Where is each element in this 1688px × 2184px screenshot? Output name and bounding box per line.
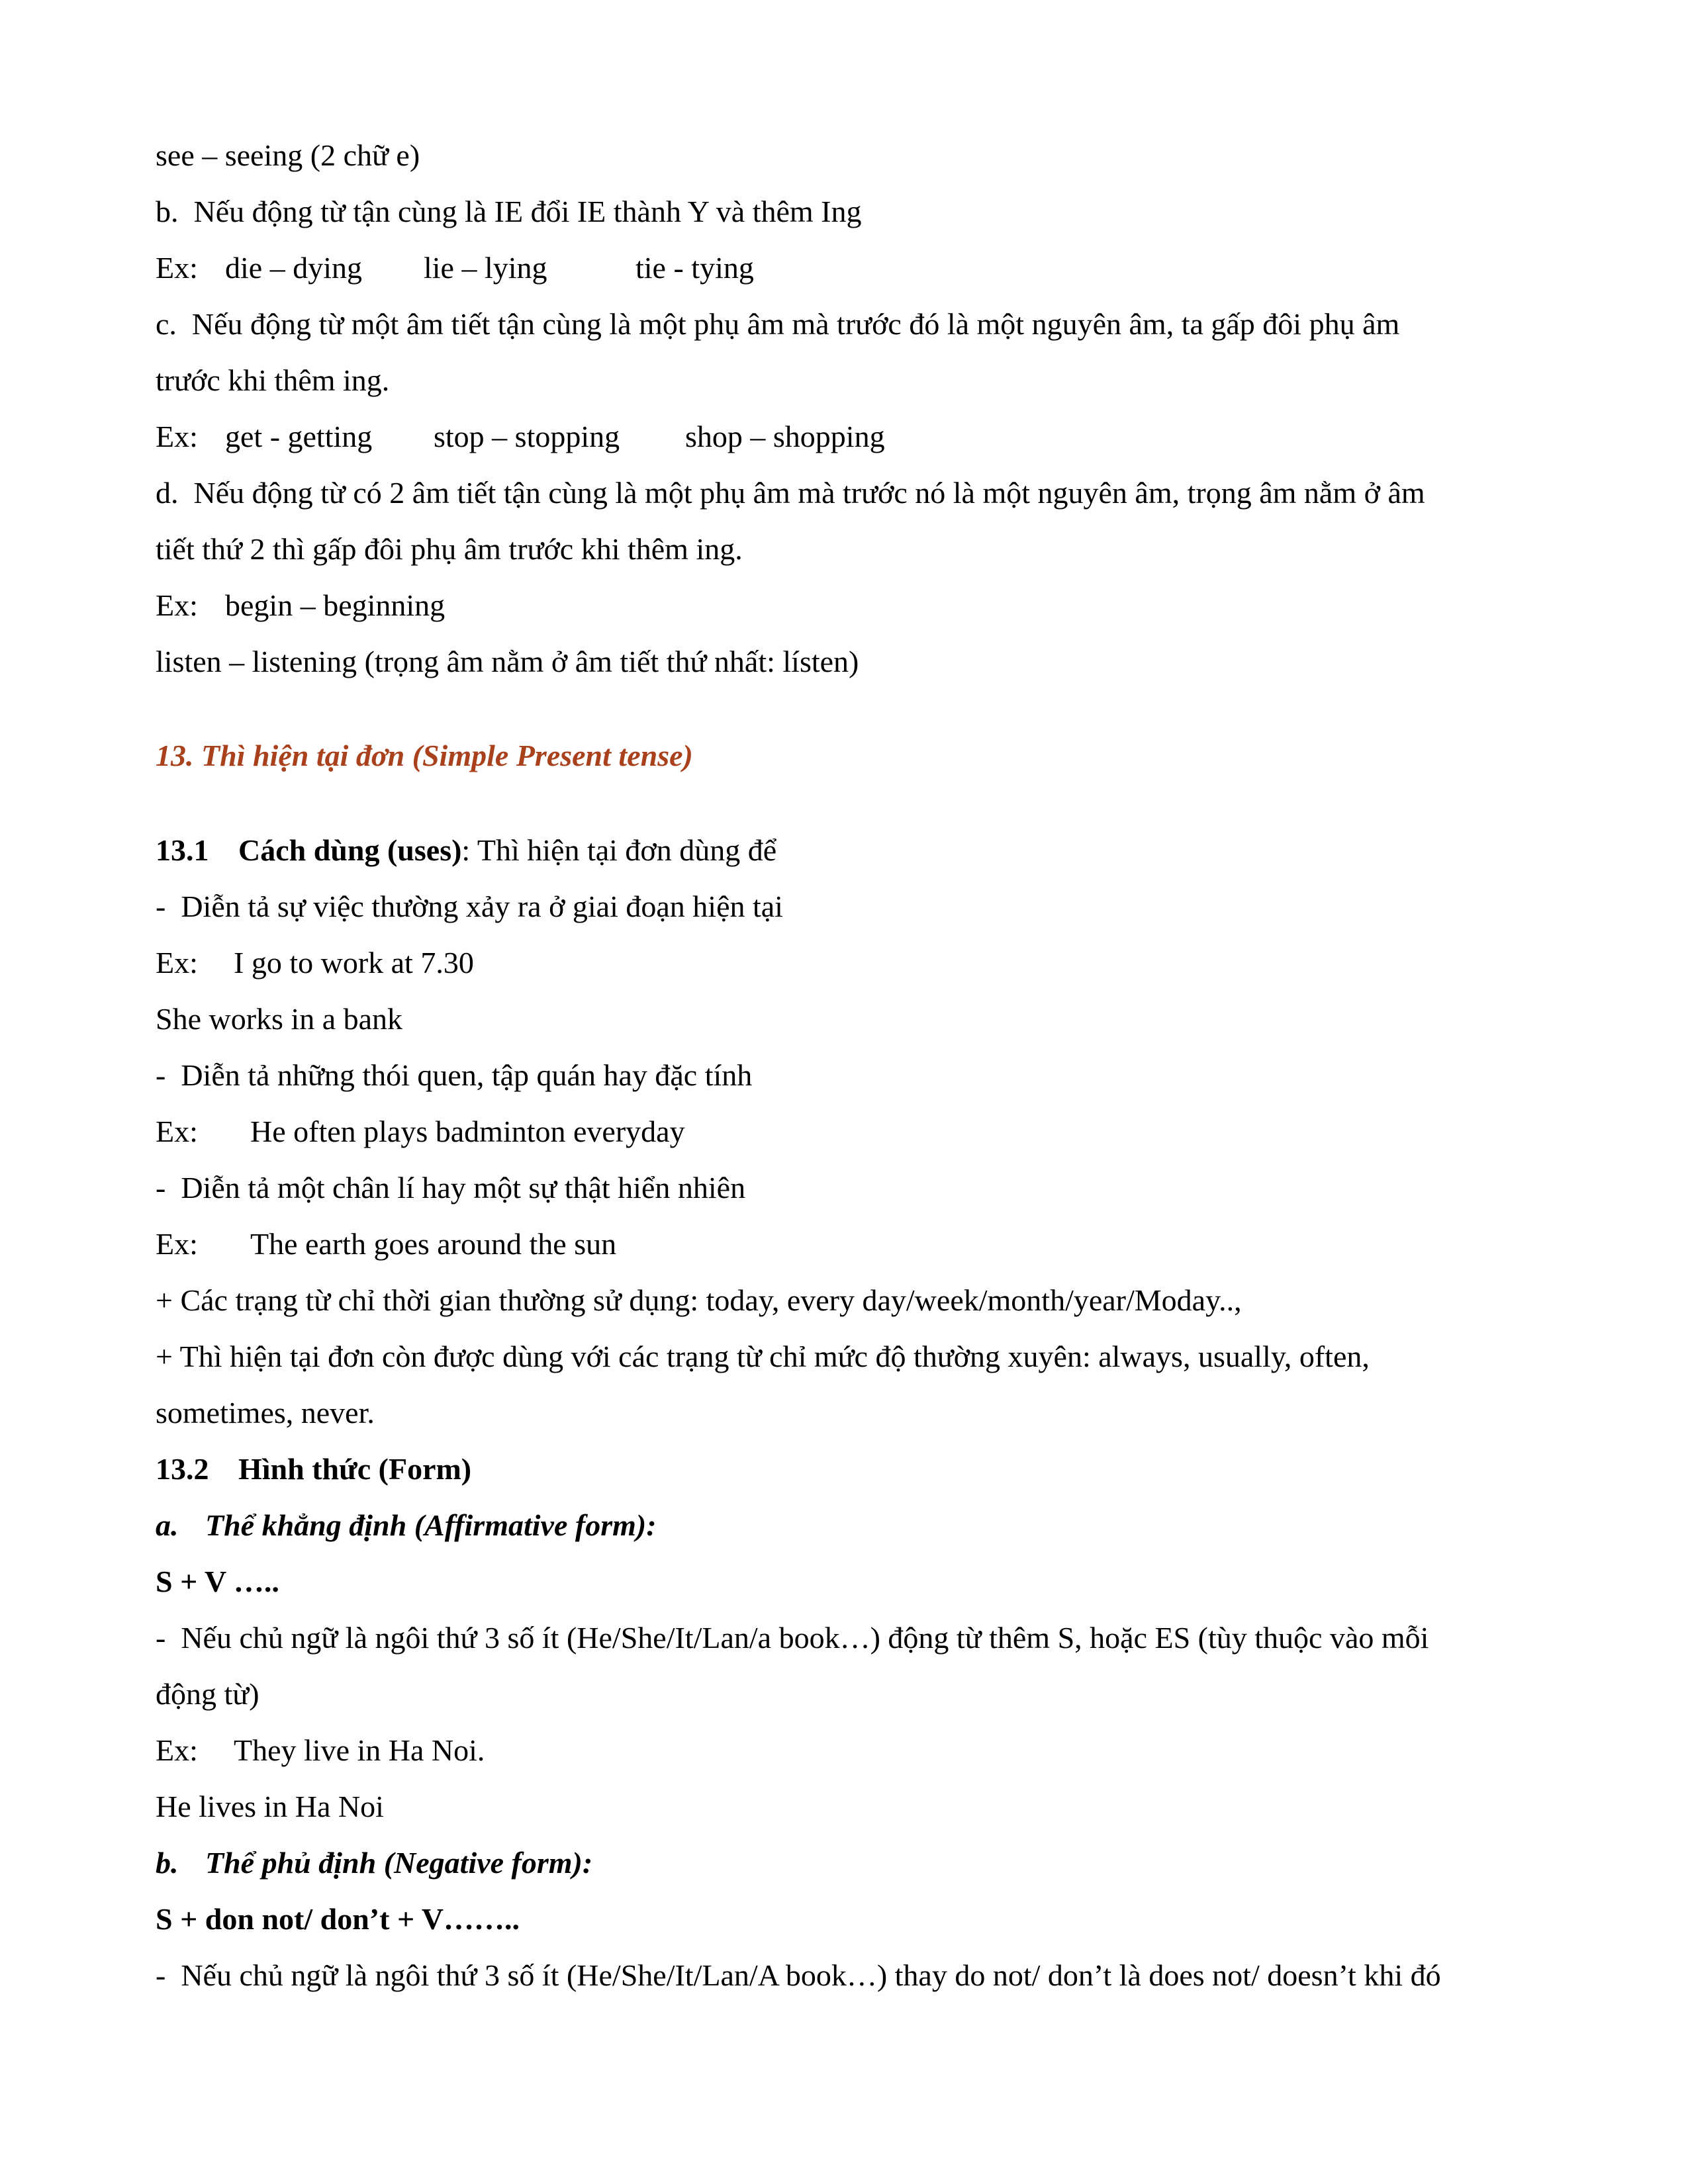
text-line: sometimes, never. — [156, 1396, 375, 1430]
form-heading: a. Thể khẳng định (Affirmative form): — [156, 1508, 657, 1542]
text-line: động từ) — [156, 1677, 259, 1711]
bullet-line: - Diễn tả một chân lí hay một sự thật hiển nhiên — [156, 1171, 746, 1205]
text-line: + Các trạng từ chỉ thời gian thường sử dụng: today, every day/week/month/year/Moday.., — [156, 1283, 1242, 1317]
text-line: listen – listening (trọng âm nằm ở âm tiết thứ nhất: lísten) — [156, 645, 859, 678]
text-line: trước khi thêm ing. — [156, 363, 390, 397]
formula-line: S + V ….. — [156, 1565, 279, 1598]
text-line: d. Nếu động từ có 2 âm tiết tận cùng là một phụ âm mà trước nó là một nguyên âm, trọng âm nằm ở âm — [156, 476, 1425, 510]
example-line: Ex: die – dying lie – lying tie - tying — [156, 251, 754, 285]
text-line: He lives in Ha Noi — [156, 1790, 384, 1823]
text-line: see – seeing (2 chữ e) — [156, 138, 420, 172]
text-line: tiết thứ 2 thì gấp đôi phụ âm trước khi thêm ing. — [156, 532, 743, 566]
formula-line: S + don not/ don’t + V…….. — [156, 1902, 520, 1936]
form-heading: b. Thể phủ định (Negative form): — [156, 1846, 593, 1880]
bullet-line: - Nếu chủ ngữ là ngôi thứ 3 số ít (He/She/It/Lan/A book…) thay do not/ don’t là does not/ doesn’t khi đó — [156, 1958, 1441, 1992]
bullet-line: - Diễn tả sự việc thường xảy ra ở giai đoạn hiện tại — [156, 889, 783, 923]
text-line: She works in a bank — [156, 1002, 403, 1036]
example-line: Ex: I go to work at 7.30 — [156, 946, 474, 979]
example-line: Ex: They live in Ha Noi. — [156, 1733, 485, 1767]
bullet-line: - Diễn tả những thói quen, tập quán hay đặc tính — [156, 1058, 753, 1092]
section-heading: 13. Thì hiện tại đơn (Simple Present tense) — [156, 739, 693, 772]
bullet-line: - Nếu chủ ngữ là ngôi thứ 3 số ít (He/She/It/Lan/a book…) động từ thêm S, hoặc ES (tùy thuộc vào mỗi — [156, 1621, 1429, 1655]
example-line: Ex: get - getting stop – stopping shop – shopping — [156, 420, 885, 453]
example-line: Ex: The earth goes around the sun — [156, 1227, 617, 1261]
subsection-heading: 13.2 Hình thức (Form) — [156, 1452, 472, 1486]
text-line: c. Nếu động từ một âm tiết tận cùng là một phụ âm mà trước đó là một nguyên âm, ta gấp đôi phụ âm — [156, 307, 1400, 341]
example-line: Ex: He often plays badminton everyday — [156, 1115, 685, 1148]
subsection-heading: 13.1 Cách dùng (uses): Thì hiện tại đơn dùng để — [156, 833, 777, 867]
example-line: Ex: begin – beginning — [156, 588, 445, 622]
text-line: b. Nếu động từ tận cùng là IE đổi IE thành Y và thêm Ing — [156, 195, 862, 228]
text-line: + Thì hiện tại đơn còn được dùng với các trạng từ chỉ mức độ thường xuyên: always, usually, often, — [156, 1340, 1370, 1373]
